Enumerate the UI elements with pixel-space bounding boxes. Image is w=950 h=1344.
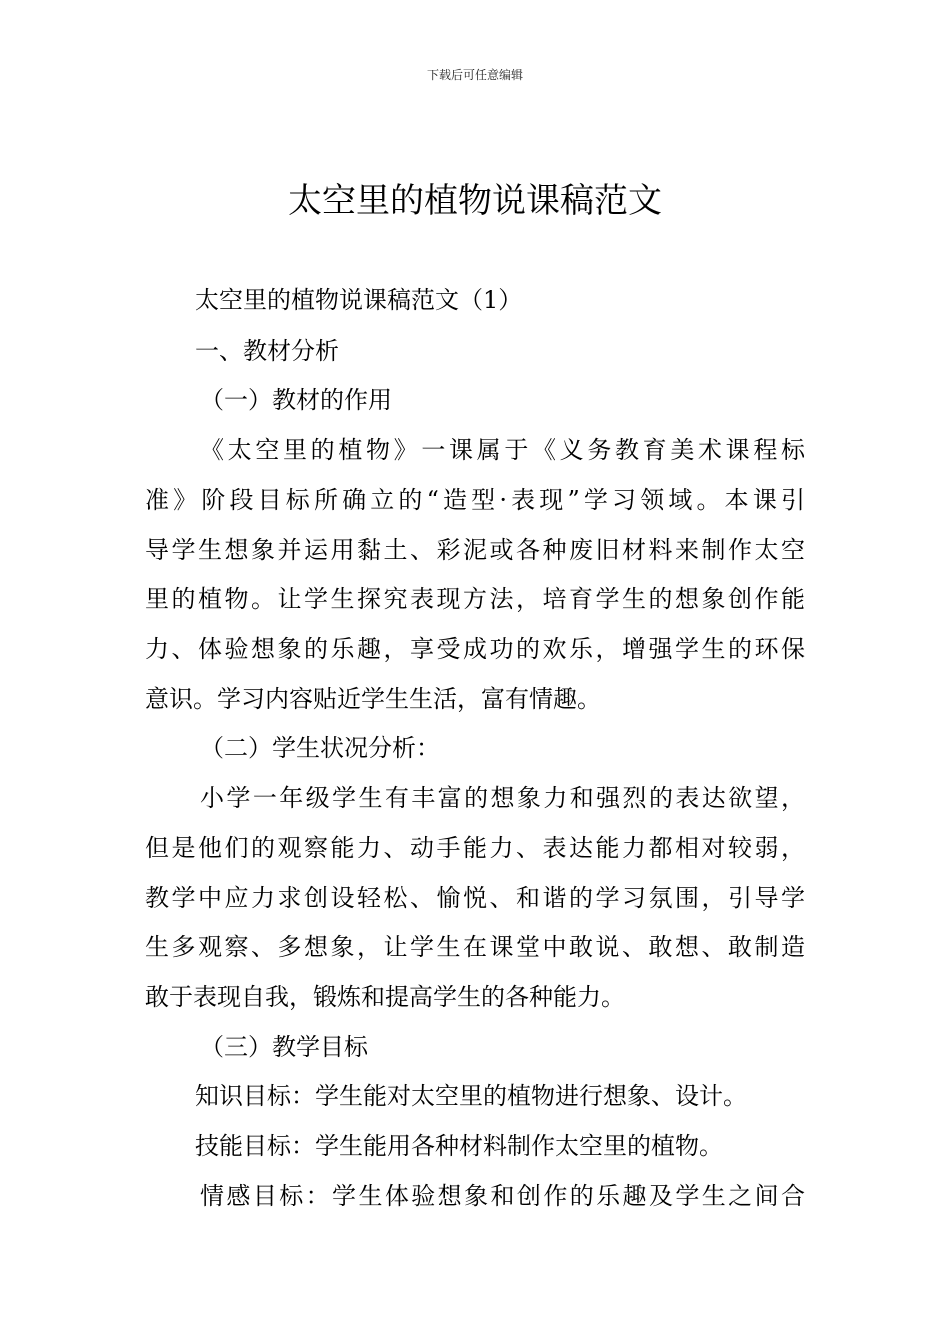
objective-line: 知识目标：学生能对太空里的植物进行想象、设计。	[195, 1082, 747, 1110]
paragraph-line: 力、体验想象的乐趣，享受成功的欢乐，增强学生的环保	[145, 635, 805, 663]
paragraph-line: 小学一年级学生有丰富的想象力和强烈的表达欲望，	[200, 784, 805, 812]
document-title: 太空里的植物说课稿范文	[288, 181, 662, 221]
paragraph-line: 导学生想象并运用黏土、彩泥或各种废旧材料来制作太空	[145, 536, 805, 564]
header-note: 下载后可任意编辑	[426, 68, 523, 82]
objective-line: 情感目标：学生体验想象和创作的乐趣及学生之间合	[200, 1182, 805, 1210]
paragraph-line: 但是他们的观察能力、动手能力、表达能力都相对较弱，	[145, 834, 805, 862]
subsection-heading: （三）教学目标	[200, 1033, 368, 1061]
paragraph-line: 里的植物。让学生探究表现方法，培育学生的想象创作能	[145, 585, 805, 613]
paragraph-line: 生多观察、多想象，让学生在课堂中敢说、敢想、敢制造	[145, 933, 805, 961]
section-heading: 一、教材分析	[195, 337, 339, 365]
paragraph-line: 敢于表现自我，锻炼和提高学生的各种能力。	[145, 983, 625, 1011]
subsection-heading: （一）教材的作用	[200, 386, 392, 414]
objective-line: 技能目标：学生能用各种材料制作太空里的植物。	[195, 1132, 723, 1160]
paragraph-line: 《太空里的植物》一课属于《义务教育美术课程标	[200, 436, 805, 464]
paragraph-line: 准》阶段目标所确立的“造型·表现”学习领域。本课引	[145, 486, 805, 514]
subsection-heading: （二）学生状况分析：	[200, 734, 440, 762]
paragraph-line: 意识。学习内容贴近学生生活，富有情趣。	[145, 685, 601, 713]
paragraph-line: 教学中应力求创设轻松、愉悦、和谐的学习氛围，引导学	[145, 884, 805, 912]
section-heading: 太空里的植物说课稿范文（1）	[195, 286, 523, 314]
